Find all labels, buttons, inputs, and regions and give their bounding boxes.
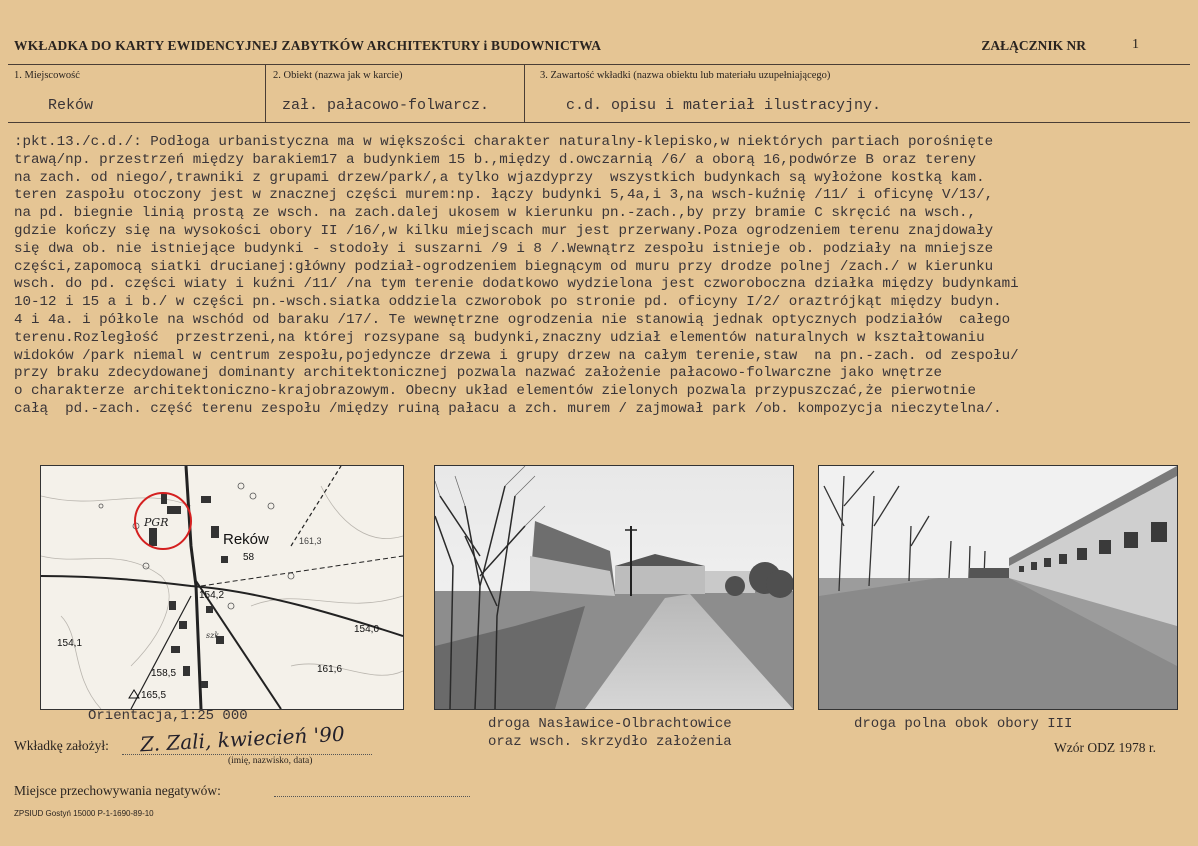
field-value-contents: c.d. opisu i materiał ilustracyjny. [566,97,882,114]
photo-road [434,465,794,710]
description-line: na pd. biegnie linią prostą ze wsch. na zach.dalej ukosem w kierunku pn.-zach.,by przy bramie C skręcić na wsch., [14,205,977,222]
spot-height: 161,3 [299,536,322,546]
field-value-object: zał. pałacowo-folwarcz. [282,97,490,114]
description-line: teren zaspołu otoczony jest w znacznej części murem:np. łączy budynki 5,4a,i 3,na wsch-kuźnię /11/ i oficynę V/13/, [14,187,994,204]
map-village-number: 58 [243,552,255,563]
author-hint: (imię, nazwisko, data) [228,756,313,766]
description-line: części,zapomocą siatki drucianej:główny podział-ogrodzeniem biegnącym od muru przy drodze polnej /zach./ w kierunku [14,258,994,275]
map-small-label: szk [206,631,220,640]
field-label-object: 2. Obiekt (nazwa jak w karcie) [273,70,403,81]
form-title: WKŁADKA DO KARTY EWIDENCYJNEJ ZABYTKÓW ARCHITEKTURY i BUDOWNICTWA [14,38,602,53]
map-pgr-label: PGR [144,516,169,529]
description-line: terenu.Rozległość przestrzeni,na której rozsypane są budynki,znaczny udział elementów naturalnych w kształtowaniu [14,329,985,346]
description-line: wsch. do pd. części wiaty i kuźni /11/ /na tym terenie dodatkowo wydzielona jest czworoboczna działka między budynkami [14,276,1019,293]
description-line: widoków /park niemal w centrum zespołu,pojedyncze drzewa i grupy drzew na całym terenie,staw na pn.-zach. od zespołu/ [14,347,1019,364]
printer-info: ZPSIUD Gostyń 15000 P-1-1690-89-10 [14,809,154,818]
map-village-label: Reków [223,531,269,548]
description-line: gdzie kończy się na wysokości obory II /16/,w kilku miejscach mur jest przerwany.Poza ogrodzeniem terenu znajdowały [14,222,994,239]
annex-label: ZAŁĄCZNIK NR [981,38,1086,53]
rule-fields [8,122,1190,123]
spot-height: 154,0 [354,624,380,635]
description-line: 4 i 4a. i półkole na wschód od baraku /17/. Te wewnętrzne ogrodzenia nie stanowią jednak optycznych podziałów całego [14,311,1011,328]
field-label-locality: 1. Miejscowość [14,70,80,81]
field-divider-2 [524,64,525,122]
topographic-map [41,466,403,709]
storage-label: Miejsce przechowywania negatywów: [14,783,221,798]
spot-height: 154,2 [199,590,225,601]
storage-dotline [274,796,470,797]
description-line: 10-12 i 15 a i b./ w części pn.-wsch.siatka oddziela czworobok po stronie pd. oficyny I/2/ oraztrójkąt między budyn. [14,294,1002,311]
description-line: trawą/np. przestrzeń między barakiem17 a budynkiem 15 b.,między d.owczarnią /6/ a oborą 16,podwórze B oraz tereny [14,151,977,168]
spot-height: 158,5 [151,668,177,679]
description-line: przy braku zdecydowanej dominanty architektonicznej pozwala nazwać założenie pałacowo-folwarczne jako wnętrze [14,365,943,382]
description-text [14,134,1198,462]
author-label: Wkładkę założył: [14,738,109,753]
annex-number: 1 [1132,37,1139,52]
photo-field-road-caption: droga polna obok obory III [854,716,1073,732]
photo-road-image [435,466,793,709]
field-label-contents: 3. Zawartość wkładki (nazwa obiektu lub materiału uzupełniającego) [540,70,831,81]
description-line: o charakterze architektoniczno-krajobrazowym. Obecny układ elementów zielonych pozwala przypuszczać,że pierwotnie [14,383,977,400]
field-divider-1 [265,64,266,122]
description-line: na zach. od niego/,trawniki z grupami drzew/park/,a tylko wjazdyprzy wszystkich budynkach są wyłożone kostką kam. [14,169,985,186]
description-line: całą pd.-zach. część terenu zespołu /między ruiną pałacu a zch. murem / zajmował park /ob. kompozycja nieczytelna/. [14,400,1002,417]
photo-road-caption-line1: droga Nasławice-Olbrachtowice [488,716,732,732]
spot-height: 161,6 [317,664,343,675]
photo-road-caption-line2: oraz wsch. skrzydło założenia [488,734,732,750]
rule-top [8,64,1190,65]
form-id: Wzór ODZ 1978 r. [1054,740,1156,755]
spot-height: 165,5 [141,690,167,701]
spot-height: 154,1 [57,638,83,649]
photo-field-road [818,465,1178,710]
description-line: :pkt.13./c.d./: Podłoga urbanistyczna ma w większości charakter naturalny-klepisko,w niektórych partiach porośnięte [14,134,994,150]
map-clipping [40,465,404,710]
author-dotline [122,754,372,755]
photo-field-road-image [819,466,1177,709]
field-value-locality: Reków [48,97,94,114]
map-caption: Orientacja,1:25 000 [88,708,248,724]
author-signature: Z. Zali, kwiecień '90 [139,721,346,757]
description-line: się dwa ob. nie istniejące budynki - stodoły i suszarni /9 i 8 /.Wewnątrz zespołu istnieje ob. podziały na mniejsze [14,240,994,257]
